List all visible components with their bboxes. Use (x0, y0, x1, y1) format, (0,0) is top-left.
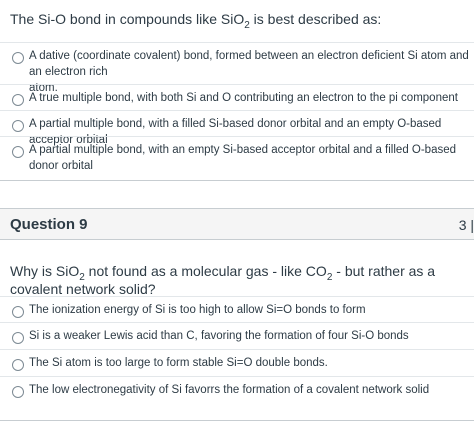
question-9-prompt-subscript-2: 2 (326, 271, 333, 283)
answer-option[interactable] (0, 296, 474, 322)
radio-button[interactable] (12, 306, 24, 318)
answer-label: The Si atom is too large to form stable Si=O double bonds. (29, 357, 328, 369)
question-8-prompt-suffix: is best described as: (249, 11, 382, 27)
answer-option[interactable] (0, 376, 474, 403)
radio-button[interactable] (12, 94, 24, 106)
radio-button[interactable] (12, 359, 24, 371)
answer-label: A true multiple bond, with both Si and O contributing an electron to the pi component (29, 92, 458, 104)
question-9-prompt-part-1: Why is SiO (10, 263, 80, 279)
question-8-answers (0, 42, 474, 172)
question-9-card (0, 240, 474, 421)
answer-label: Si is a weaker Lewis acid than C, favoring the formation of four Si-O bonds (29, 330, 409, 342)
radio-button[interactable] (12, 332, 24, 344)
answer-option[interactable] (0, 110, 474, 146)
question-9-points: 3 | (458, 217, 474, 233)
question-9-prompt-subscript-1: 2 (79, 271, 85, 283)
answer-option[interactable] (0, 349, 474, 376)
question-9-answers (0, 296, 474, 403)
question-9-prompt-part-3: - but rather as a covalent network solid? (10, 263, 436, 297)
answer-option[interactable] (0, 42, 474, 94)
question-8-prompt (10, 10, 382, 31)
answer-option[interactable] (0, 136, 474, 172)
question-9-title: Question 9 (10, 216, 88, 233)
question-8-card (0, 0, 474, 181)
answer-label-line-1: A dative (coordinate covalent) bond, formed between an electron deficient Si atom and an electron rich (29, 50, 469, 78)
answer-label: The low electronegativity of Si favorrs the formation of a covalent network solid (29, 384, 430, 396)
answer-label: A partial multiple bond, with an empty Si-based acceptor orbital and a filled O-based donor orbital (29, 144, 457, 172)
radio-button[interactable] (12, 146, 24, 158)
question-8-prompt-subscript: 2 (244, 19, 250, 31)
question-9-header (0, 208, 474, 240)
answer-option[interactable] (0, 84, 474, 110)
radio-button[interactable] (12, 52, 24, 64)
question-9-prompt (10, 262, 474, 298)
answer-label: The ionization energy of Si is too high to allow Si=O bonds to form (29, 304, 366, 316)
answer-label: A partial multiple bond, with a filled Si-based donor orbital and an empty O-based acceptor orbital (29, 118, 442, 146)
radio-button[interactable] (12, 120, 24, 132)
radio-button[interactable] (12, 386, 24, 398)
answer-label-line-2: atom. (29, 82, 58, 94)
answer-option[interactable] (0, 322, 474, 349)
question-8-prompt-text: The Si-O bond in compounds like SiO (10, 11, 245, 27)
question-9-prompt-part-2: not found as a molecular gas - like CO (84, 263, 327, 279)
